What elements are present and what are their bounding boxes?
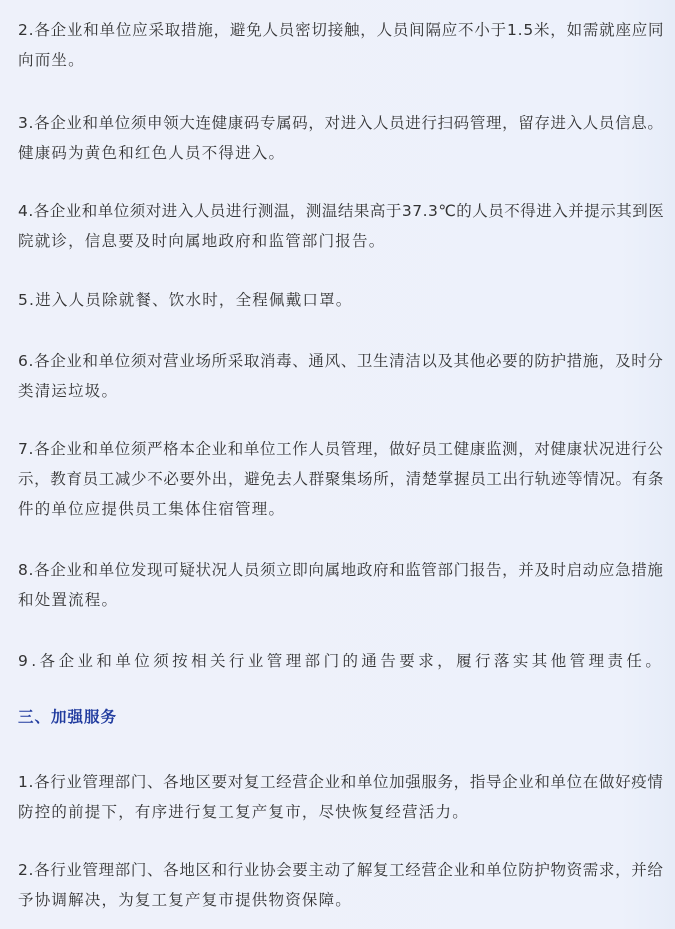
section-heading: 三、加强服务 xyxy=(18,708,118,726)
paragraph-4 xyxy=(18,196,664,256)
section-paragraph-1 xyxy=(18,767,664,827)
text-line: 院就诊，信息要及时向属地政府和监管部门报告。 xyxy=(18,232,386,250)
paragraph-6 xyxy=(18,346,664,406)
paragraph-3 xyxy=(18,108,664,168)
text-line: 6.各企业和单位须对营业场所采取消毒、通风、卫生清洁以及其他必要的防护措施，及时分 xyxy=(18,352,664,370)
text-line: 防控的前提下，有序进行复工复产复市，尽快恢复经营活力。 xyxy=(18,803,469,821)
section-paragraph-2 xyxy=(18,855,664,915)
text-line: 2.各企业和单位应采取措施，避免人员密切接触，人员间隔应不小于1.5米，如需就座应同 xyxy=(18,21,665,39)
text-line: 4.各企业和单位须对进入人员进行测温，测温结果高于37.3℃的人员不得进入并提示其到医 xyxy=(18,202,665,220)
text-line: 类清运垃圾。 xyxy=(18,382,119,400)
paragraph-5 xyxy=(18,285,353,315)
text-line: 3.各企业和单位须申领大连健康码专属码，对进入人员进行扫码管理，留存进入人员信息。 xyxy=(18,114,664,132)
paragraph-9 xyxy=(18,646,664,676)
text-line: 7.各企业和单位须严格本企业和单位工作人员管理，做好员工健康监测，对健康状况进行公 xyxy=(18,440,664,458)
paragraph-8 xyxy=(18,555,664,615)
text-line: 和处置流程。 xyxy=(18,591,119,609)
text-line: 示，教育员工减少不必要外出，避免去人群聚集场所，清楚掌握员工出行轨迹等情况。有条 xyxy=(18,470,665,488)
text-line: 1.各行业管理部门、各地区要对复工经营企业和单位加强服务，指导企业和单位在做好疫情 xyxy=(18,773,664,791)
text-line: 2.各行业管理部门、各地区和行业协会要主动了解复工经营企业和单位防护物资需求，并给 xyxy=(18,861,664,879)
text-line: 5.进入人员除就餐、饮水时，全程佩戴口罩。 xyxy=(18,291,353,309)
text-line: 健康码为黄色和红色人员不得进入。 xyxy=(18,144,286,162)
text-line: 8.各企业和单位发现可疑状况人员须立即向属地政府和监管部门报告，并及时启动应急措施 xyxy=(18,561,664,579)
paragraph-7 xyxy=(18,434,664,524)
text-line: 9.各企业和单位须按相关行业管理部门的通告要求，履行落实其他管理责任。 xyxy=(18,652,665,670)
text-line: 予协调解决，为复工复产复市提供物资保障。 xyxy=(18,891,353,909)
text-line: 向而坐。 xyxy=(18,51,85,69)
text-line: 件的单位应提供员工集体住宿管理。 xyxy=(18,500,286,518)
paragraph-2 xyxy=(18,15,664,75)
